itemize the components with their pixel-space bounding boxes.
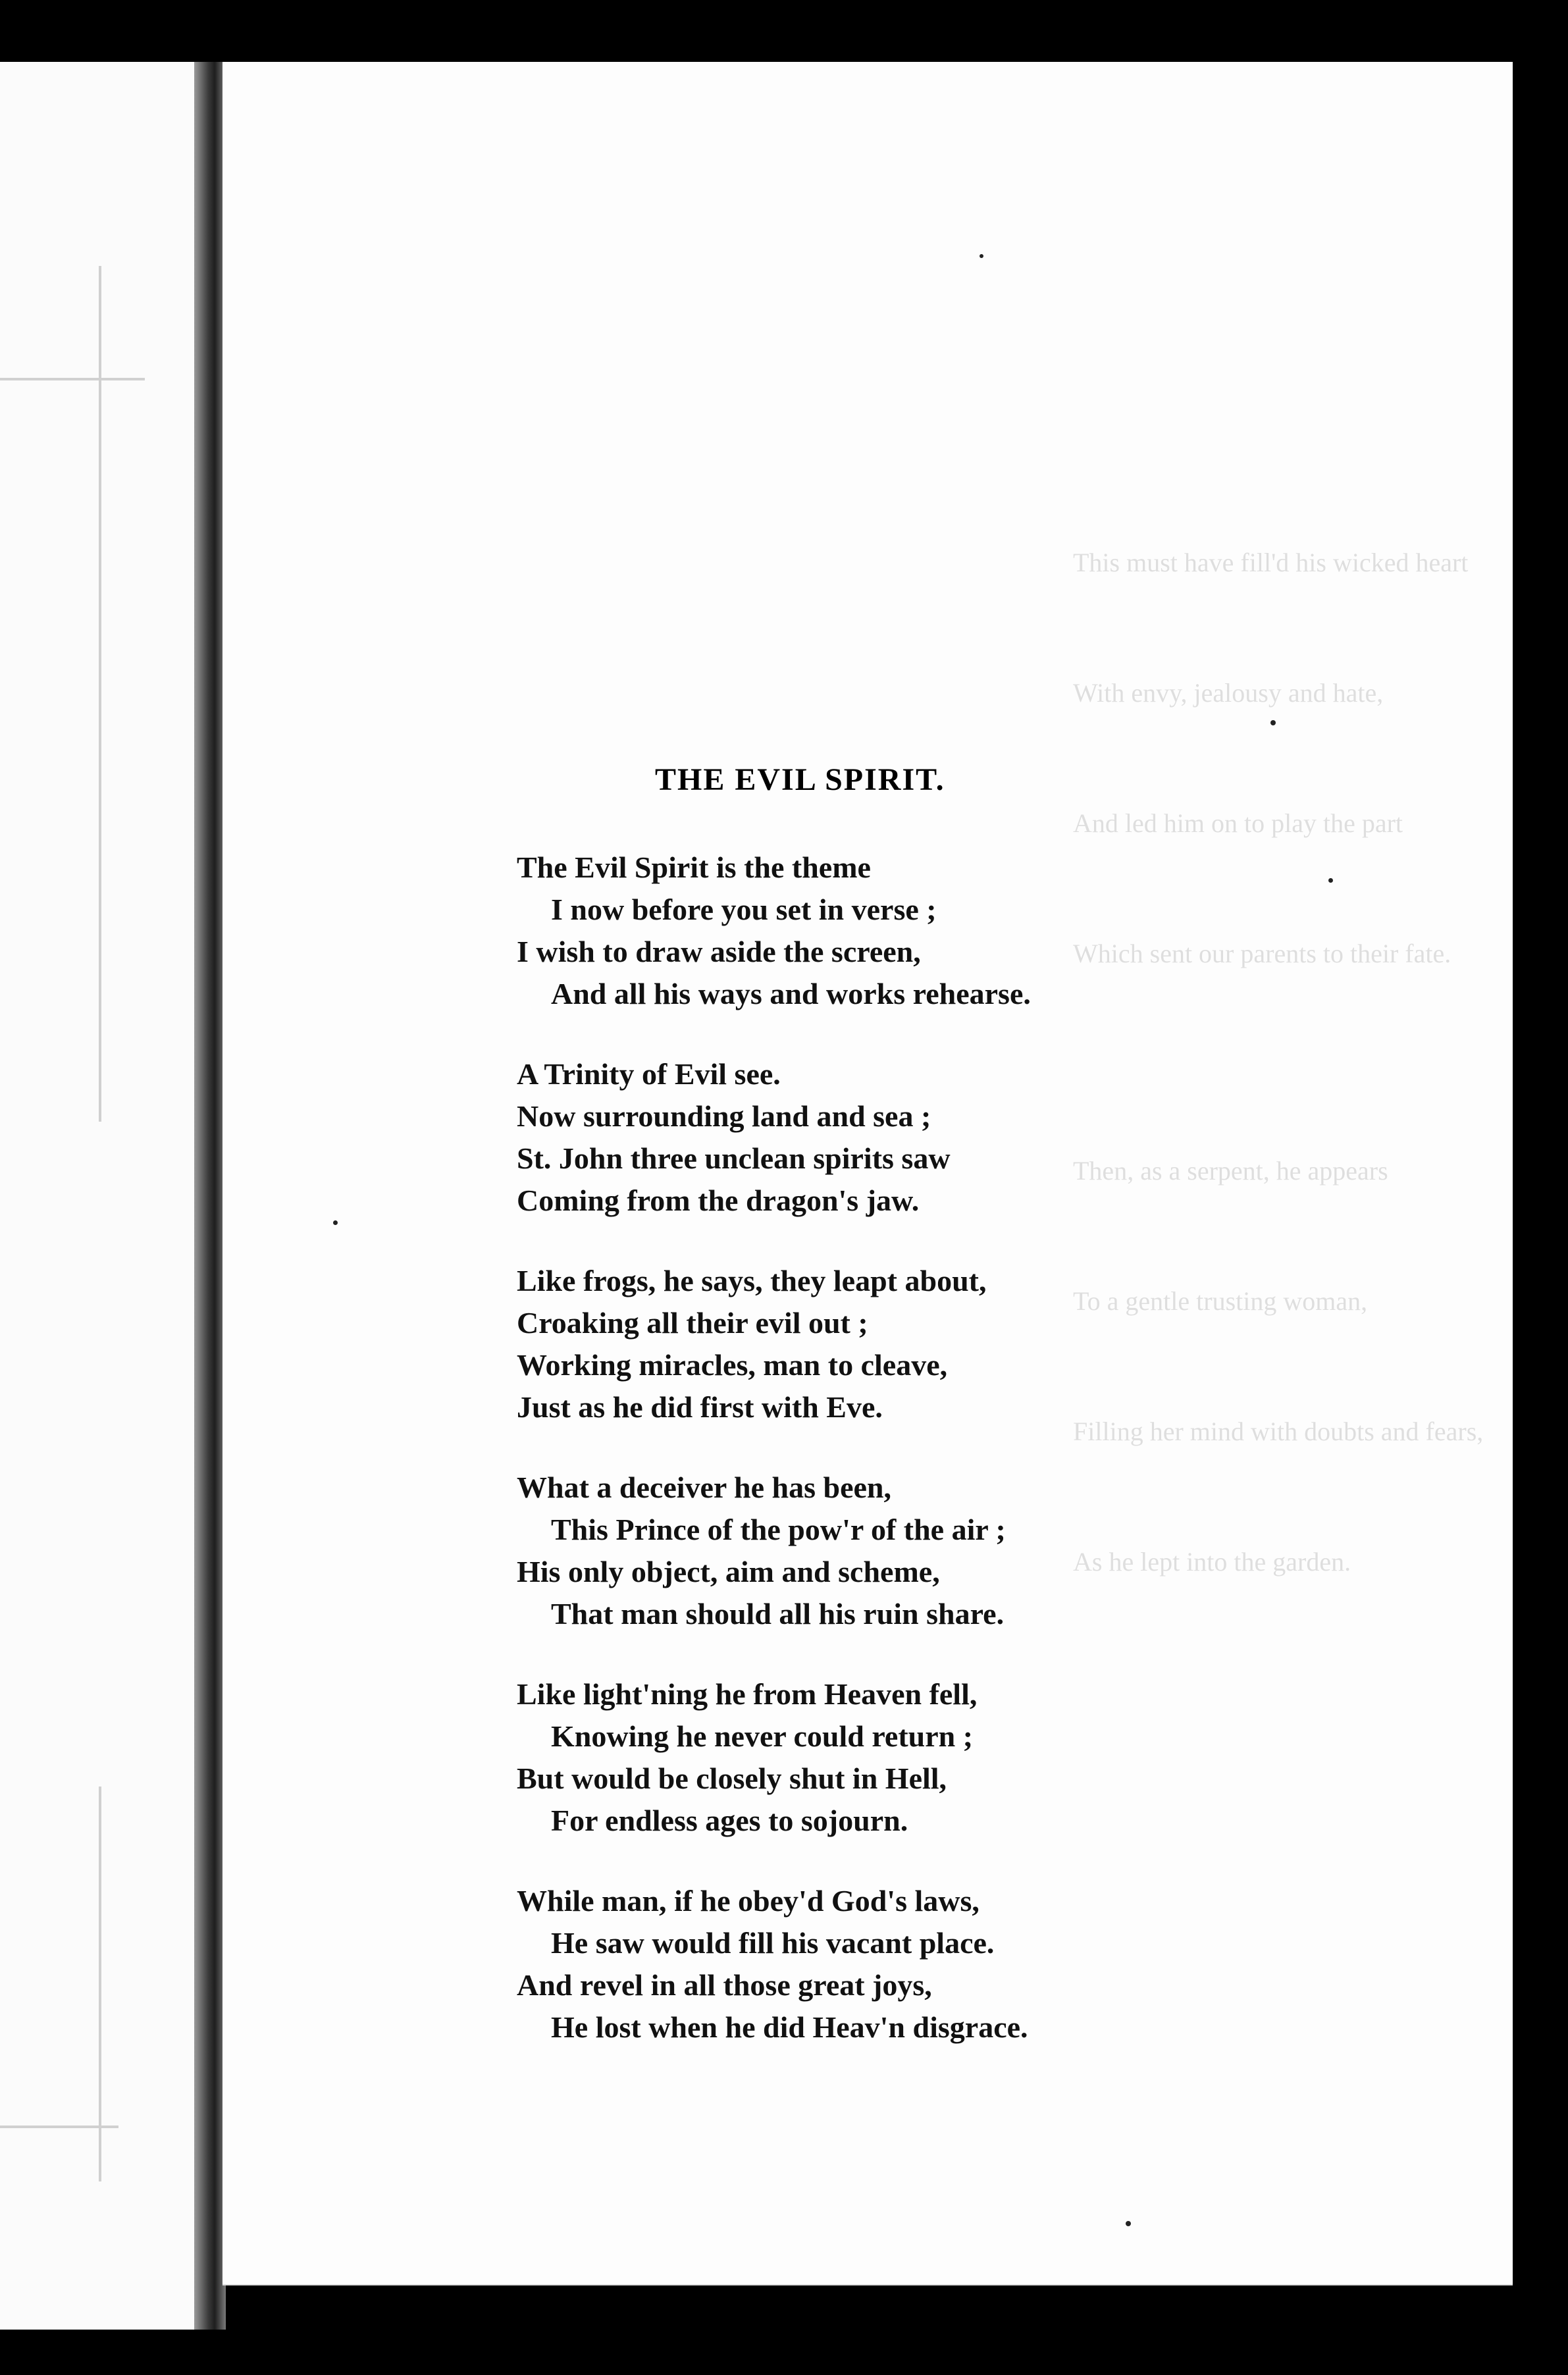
left-page-edge (0, 62, 201, 2330)
verse-line: A Trinity of Evil see. (517, 1057, 781, 1091)
stanza-5 (517, 1673, 1175, 1842)
verse-line: And revel in all those great joys, (517, 1968, 932, 2002)
verse-line: This Prince of the pow'r of the air ; (551, 1513, 1006, 1546)
verse-line: For endless ages to sojourn. (551, 1804, 908, 1837)
poem (517, 757, 1175, 2087)
ink-speck (980, 254, 983, 258)
verse-line: Croaking all their evil out ; (517, 1306, 868, 1340)
verse-line: But would be closely shut in Hell, (517, 1762, 947, 1795)
verse-line: His only object, aim and scheme, (517, 1555, 940, 1588)
registration-mark-vertical (99, 266, 101, 1122)
verse-line: That man should all his ruin share. (551, 1597, 1005, 1631)
registration-mark-vertical-lower (99, 1787, 101, 2181)
ink-speck (1270, 720, 1276, 725)
verse-line: Like frogs, he says, they leapt about, (517, 1264, 987, 1297)
ink-speck (1328, 878, 1333, 883)
verse-line: And all his ways and works rehearse. (551, 977, 1031, 1010)
registration-mark-horizontal (0, 378, 145, 380)
verse-line: The Evil Spirit is the theme (517, 850, 871, 884)
verse-line: I wish to draw aside the screen, (517, 935, 921, 968)
verse-line: Coming from the dragon's jaw. (517, 1184, 920, 1217)
verse-line: Working miracles, man to cleave, (517, 1348, 948, 1382)
stanza-1 (517, 847, 1175, 1015)
book-binding-gutter (194, 62, 226, 2330)
registration-mark-horizontal-lower (0, 2126, 118, 2128)
verse-line: I now before you set in verse ; (551, 893, 937, 926)
ink-speck (1126, 2221, 1131, 2226)
verse-line: Now surrounding land and sea ; (517, 1099, 931, 1133)
verse-line: He lost when he did Heav'n disgrace. (551, 2010, 1028, 2044)
verse-line: What a deceiver he has been, (517, 1471, 892, 1504)
stanza-3 (517, 1260, 1175, 1428)
verse-line: Just as he did first with Eve. (517, 1390, 883, 1424)
stanza-2 (517, 1053, 1175, 1222)
stanza-4 (517, 1467, 1175, 1635)
verse-line: While man, if he obey'd God's laws, (517, 1884, 980, 1918)
stanza-6 (517, 1880, 1175, 2049)
verse-line: He saw would fill his vacant place. (551, 1926, 995, 1960)
verse-line: Knowing he never could return ; (551, 1719, 974, 1753)
ink-speck (333, 1220, 338, 1225)
poem-title: THE EVIL SPIRIT. (655, 762, 945, 797)
verse-line: St. John three unclean spirits saw (517, 1141, 951, 1175)
verse-line: Like light'ning he from Heaven fell, (517, 1677, 978, 1711)
